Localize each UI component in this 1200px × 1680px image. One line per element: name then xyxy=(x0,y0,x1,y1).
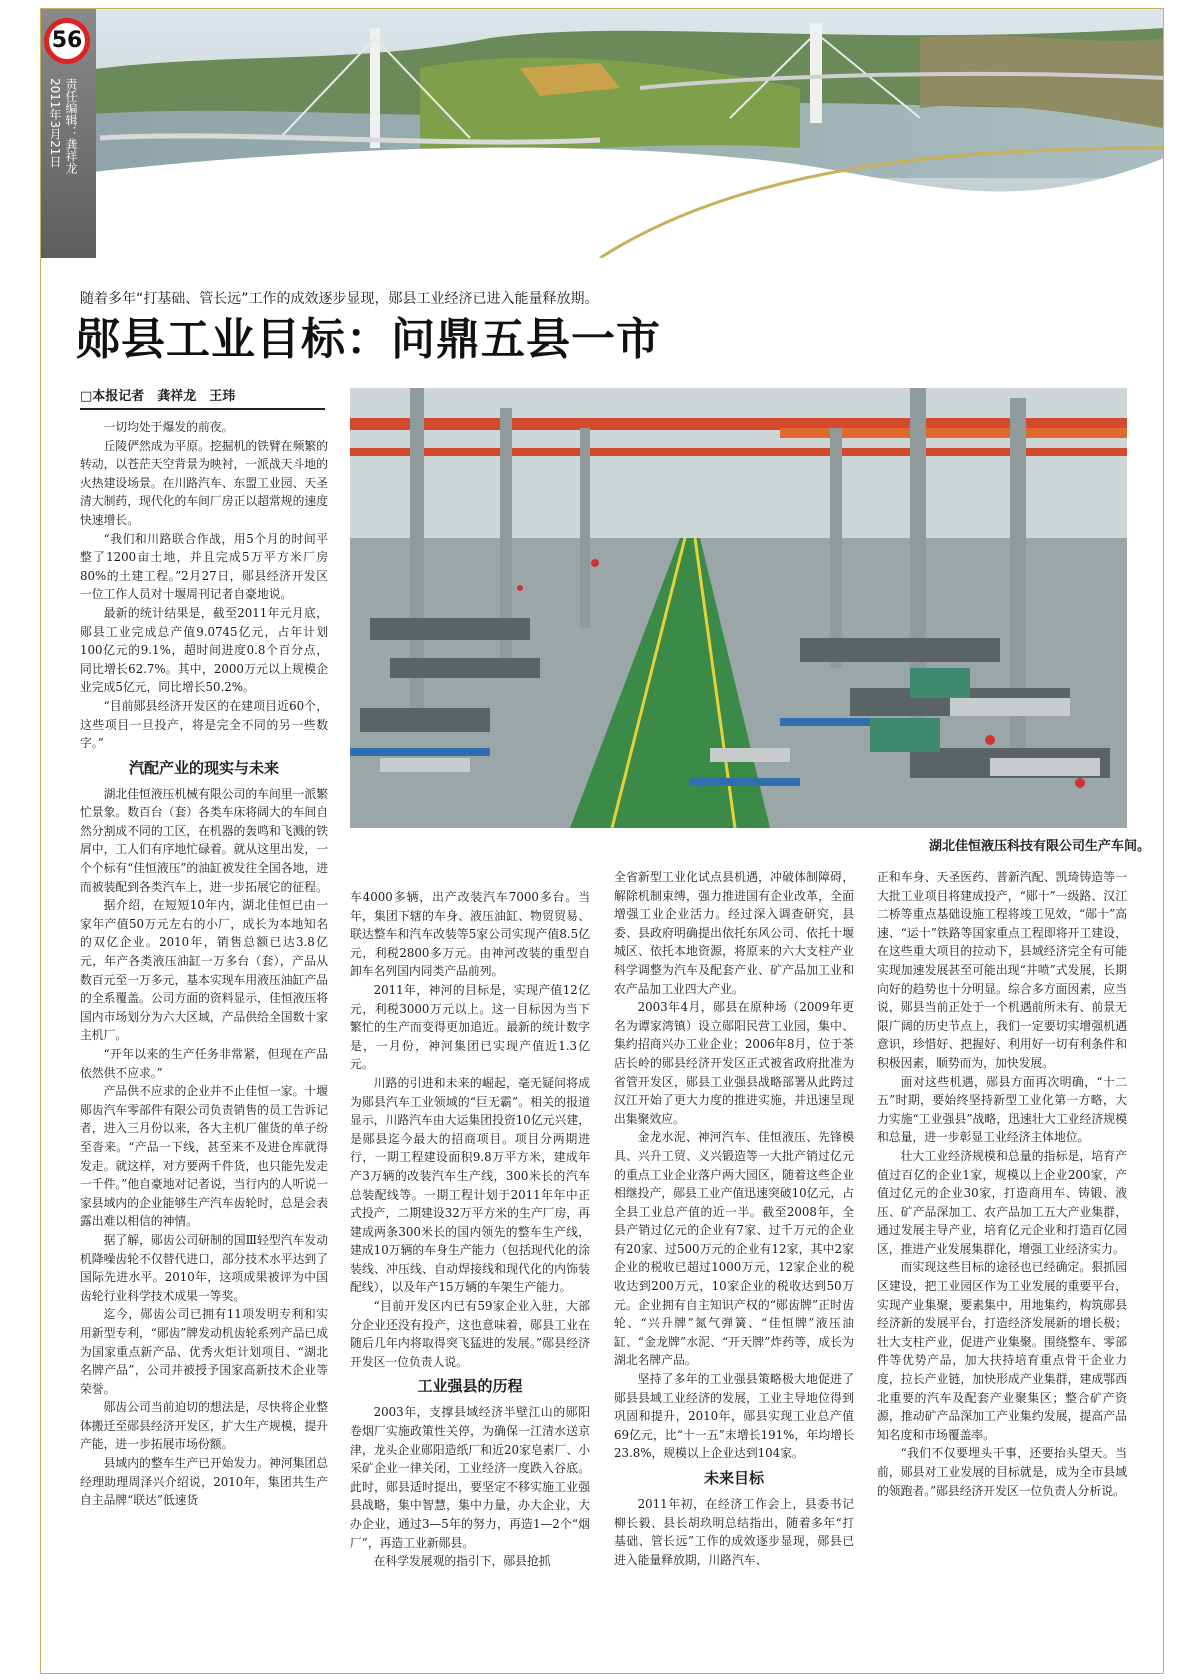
paragraph: 而实现这些目标的途径也已经确定。狠抓园区建设，把工业园区作为工业发展的重要平台，实现产业集聚，要素集中，用地集约，构筑郧县经济新的发展平台，打造经济发展新的增长极；壮大支柱产业，促进产业集聚。围绕整车、零部件等优势产品，加大扶持培育重点骨干企业力度，拉长产业链，加快形成产业集群，建成鄂西北重要的汽车及配套产业聚集区；整合矿产资源，推动矿产品深加工产业集约发展，提高产品知名度和市场覆盖率。 xyxy=(877,1260,1127,1442)
section-heading-auto-parts: 汽配产业的现实与未来 xyxy=(128,758,279,777)
paragraph: 最新的统计结果是，截至2011年元月底，郧县工业完成总产值9.0745亿元，占年计划100亿元的9.1%，超时间进度0.8个百分点，同比增长62.7%。其中，2000万元以上规模企业完成5亿元，同比增长50.2%。 xyxy=(80,605,328,695)
paragraph: 壮大工业经济规模和总量的指标是，培育产值过百亿的企业1家，规模以上企业200家，产值过亿元的企业30家，打造商用车、铸锻、液压、矿产品深加工、农产品加工五大产业集群，通过发展主导产业，培育亿元企业和打造百亿园区，推进产业发展集群化，增强工业经济实力。 xyxy=(877,1148,1127,1256)
paragraph: 金龙水泥、神河汽车、佳恒液压、先锋模具、兴升工贸、义兴锻造等一大批产销过亿元的重点工业企业落户两大园区，随着这些企业相继投产，郧县工业产值迅速突破10亿元，占全县工业总产值的近一半。截至2008年，全县产销过亿元的企业有7家、过千万元的企业有20家、过500万元的企业有12家，其中2家企业的税收已超过1000万元，12家企业的税收达到200万元，10家企业的税收达到50万元。企业拥有自主知识产权的“郧齿牌”正时齿轮、“兴升牌”氮气弹簧、“佳恒牌”液压油缸、“金龙牌”水泥、“开天牌”炸药等，成长为湖北名牌产品。 xyxy=(614,1130,854,1368)
paragraph: “目前郧县经济开发区的在建项目近60个，这些项目一旦投产，将是完全不同的另一些数字。” xyxy=(80,698,328,751)
photo-caption: 湖北佳恒液压科技有限公司生产车间。 xyxy=(928,839,1150,854)
article-byline: □本报记者 龚祥龙 王玮 xyxy=(80,388,325,410)
article-headline: 郧县工业目标：问鼎五县一市 xyxy=(76,314,661,365)
paragraph: 产品供不应求的企业并不止佳恒一家。十堰郧齿汽车零部件有限公司负责销售的员工告诉记者，进入三月份以来，各大主机厂催货的单子纷至沓来。“产品一下线，甚至来不及进仓库就得发走。就这样，对方要两千件货，也只能先发走一千件。”他自豪地对记者说，当行内的人听说一家县域内的企业能够生产汽车齿轮时，总是会表露出难以相信的神情。 xyxy=(80,1084,328,1229)
paragraph: 迄今，郧齿公司已拥有11项发明专利和实用新型专利，“郧齿”牌发动机齿轮系列产品已成为国家重点新产品、优秀火炬计划项目、“湖北名牌产品”，公司并被授予国家高新技术企业等荣誉。 xyxy=(80,1307,329,1396)
paragraph: “目前开发区内已有59家企业入驻，大部分企业还没有投产，这也意味着，郧县工业在随后几年内将取得突飞猛进的发展。”郧县经济开发区一位负责人说。 xyxy=(350,1299,590,1369)
factory-floor-photo xyxy=(350,388,1127,828)
paragraph: 丘陵俨然成为平原。挖掘机的铁臂在频繁的转动，以苍茫天空背景为映衬，一派战天斗地的火热建设场景。在川路汽车、东盟工业园、天圣清大制药，现代化的车间厂房正以超常规的速度快速增长。 xyxy=(80,438,328,527)
issue-date: 2011年3月21日 xyxy=(48,78,62,168)
section-heading-industrial-history: 工业强县的历程 xyxy=(417,1377,523,1396)
paragraph: 一切均处于爆发的前夜。 xyxy=(103,420,234,434)
paragraph: 2011年，神河的目标是，实现产值12亿元，利税3000万元以上。这一目标因为当下繁忙的生产而变得更加追近。最新的统计数字是，一月份，神河集团已实现产值近1.3亿元。 xyxy=(350,982,590,1072)
paragraph: 川路的引进和未来的崛起，毫无疑问将成为郧县汽车工业领域的“巨无霸”。相关的报道显示，川路汽车由大运集团投资10亿元兴建，是郧县迄今最大的招商项目。项目分两期进行，一期工程建设面积9.8万平方米，建成年产3万辆的改装汽车生产线，300米长的汽车总装配线等。一期工程计划于2011年年中正式投产，二期建设32万平方米的生产厂房，再建成两条300米长的国内领先的整车生产线，建成10万辆的车身生产能力（包括现代化的涂装线、冲压线、自动焊接线和现代化的内饰装配线），以及年产15万辆的车架生产能力。 xyxy=(350,1075,590,1295)
paragraph: 2011年初，在经济工作会上，县委书记柳长毅、县长胡玖明总结指出，随着多年“打基础、管长远”工作的成效逐步显现，郧县已进入能量释放期，川路汽车、 xyxy=(614,1497,854,1567)
paragraph: 2003年，支撑县域经济半壁江山的郧阳卷烟厂实施政策性关停，为确保一江清水送京津，龙头企业郧阳造纸厂和近20家皂素厂、小采矿企业一律关闭，工业经济一度跌入谷底。此时，郧县适时提出，要坚定不移实施工业强县战略，集中智慧，集中力量，办大企业，大办企业，通过3—5年的努力，再造1—2个“烟厂”，再造工业新郧县。 xyxy=(350,1405,590,1550)
paragraph: 正和车身、天圣医药、普新汽配、凯琦铸造等一大批工业项目将建成投产，“郧十”一级路、汉江二桥等重点基础设施工程将竣工见效，“郧十”高速、“运十”铁路等国家重点工程即将开工建设，在这些重大项目的拉动下，县域经济完全有可能实现加速发展甚至可能出现“井喷”式发展，长期向好的趋势也十分明显。综合多方面因素，应当说，郧县当前正处于一个机遇前所未有、前景无限广阔的历史节点上，我们一定要切实增强机遇意识，珍惜好、把握好、利用好一切有利条件和积极因素，顺势而为，加快发展。 xyxy=(877,870,1127,1070)
paragraph: 2003年4月，郧县在原种场（2009年更名为谭家湾镇）设立郧阳民营工业园，集中、集约招商兴办工业企业；2006年8月，位于茶店长岭的郧县经济开发区正式被省政府批准为省管开发区，郧县工业强县战略部署从此跨过汉江开始了更大力度的推进实施，并迅速呈现出集聚效应。 xyxy=(614,1000,854,1126)
article-lede: 随着多年“打基础、管长远”工作的成效逐步显现，郧县工业经济已进入能量释放期。 xyxy=(80,291,599,307)
paragraph: 郧齿公司当前迫切的想法是，尽快将企业整体搬迁至郧县经济开发区，扩大生产规模，提升产能，进一步拓展市场份额。 xyxy=(80,1400,328,1452)
paragraph: “我们不仅要埋头干事，还要抬头望天。当前，郧县对工业发展的目标就是，成为全市县域的领跑者。”郧县经济开发区一位负责人分析说。 xyxy=(877,1446,1127,1498)
article-column-4 xyxy=(877,868,1127,1500)
article-column-1 xyxy=(80,418,328,1510)
paragraph: 坚持了多年的工业强县策略极大地促进了郧县县域工业经济的发展，工业主导地位得到巩固和提升，2010年，郧县实现工业总产值69亿元，比“十一五”末增长191%，年均增长23.8%，规模以上企业达到104家。 xyxy=(614,1372,854,1461)
paragraph: “开年以来的生产任务非常紧，但现在产品依然供不应求。” xyxy=(80,1047,328,1080)
paragraph: 全省新型工业化试点县机遇，冲破体制障碍，解除机制束缚，强力推进国有企业改革，全面增强工业企业活力。经过深入调查研究，县委、县政府明确提出依托东风公司、依托十堰城区、依托本地资源，将原来的六大支柱产业科学调整为汽车及配套产业、矿产品加工业和农产品加工业四大产业。 xyxy=(614,870,854,996)
paragraph: 据了解，郧齿公司研制的国Ⅲ轻型汽车发动机降噪齿轮不仅替代进口，部分技术水平达到了国际先进水平。2010年，这项成果被评为中国齿轮行业科学技术成果一等奖。 xyxy=(80,1232,328,1303)
editor-credit: 责任编辑：龚祥龙 xyxy=(64,78,78,174)
paragraph: “我们和川路联合作战，用5个月的时间平整了1200亩土地，并且完成5万平方米厂房80%的土建工程。”2月27日，郧县经济开发区一位工作人员对十堰周刊记者自豪地说。 xyxy=(80,531,328,602)
article-column-3 xyxy=(614,868,854,1569)
paragraph: 湖北佳恒液压机械有限公司的车间里一派繁忙景象。数百台（套）各类车床将阔大的车间自然分割成不同的工区，在机器的轰鸣和飞溅的铁屑中，工人们有序地忙碌着。就从这里出发，一个个标有“佳恒液压”的油缸被发往全国各地，进而被装配到各类汽车上，进一步拓展它的征程。 xyxy=(80,786,329,894)
paragraph: 车4000多辆，出产改装汽车7000多台。当年，集团下辖的车身、液压油缸、物贸贸易、联达整车和汽车改装等5家公司实现产值8.5亿元，利税2800多万元。由神河改装的重型自卸车名列国内同类产品前列。 xyxy=(350,890,590,979)
paragraph: 县域内的整车生产已开始发力。神河集团总经理助理周泽兴介绍说，2010年，集团共生产自主品牌“联达”低速货 xyxy=(80,1456,328,1508)
paragraph: 据介绍，在短短10年内，湖北佳恒已由一家年产值50万元左右的小厂，成长为本地知名的双亿企业。2010年，销售总额已达3.8亿元，年产各类液压油缸一万多台（套），产品从数百元至一万多元，基本实现车用液压油缸产品的全系覆盖。公司方面的资料显示，佳恒液压将国内市场划分为六大区域，产品供给全国数十家主机厂。 xyxy=(80,898,328,1043)
section-heading-future-goals: 未来目标 xyxy=(703,1469,764,1487)
paragraph: 在科学发展观的指引下，郧县抢抓 xyxy=(373,1554,551,1569)
page-number-badge: 56 xyxy=(44,18,90,64)
article-column-2 xyxy=(350,888,590,1571)
paragraph: 面对这些机遇，郧县方面再次明确，“十二五”时期，要始终坚持新型工业化第一方略，大力实施“工业强县”战略，迅速壮大工业经济规模和总量，进一步彰显工业经济主体地位。 xyxy=(877,1074,1127,1145)
